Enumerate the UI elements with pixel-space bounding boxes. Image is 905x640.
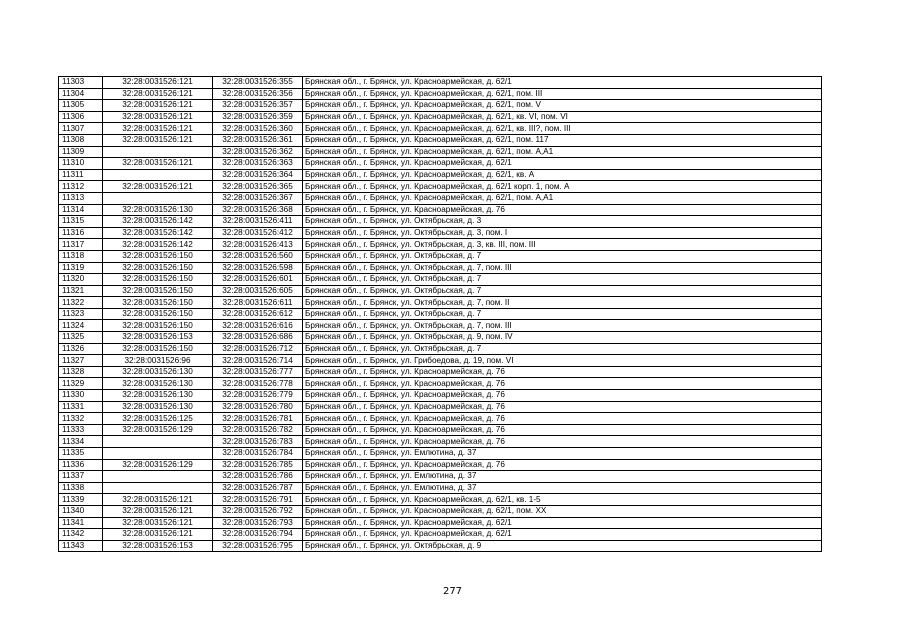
parent-cadastral-number-cell [103, 169, 213, 181]
row-number-cell: 11331 [59, 401, 103, 413]
row-number-cell: 11342 [59, 529, 103, 541]
parent-cadastral-number-cell: 32:28:0031526:130 [103, 366, 213, 378]
parent-cadastral-number-cell: 32:28:0031526:142 [103, 216, 213, 228]
row-number-cell: 11304 [59, 88, 103, 100]
table-row [59, 332, 822, 344]
row-number-cell: 11343 [59, 540, 103, 552]
cadastral-number-cell: 32:28:0031526:783 [213, 436, 303, 448]
table-row [59, 366, 822, 378]
page-number: 277 [442, 586, 463, 597]
table-row [59, 111, 822, 123]
cadastral-number-cell: 32:28:0031526:605 [213, 285, 303, 297]
address-cell: Брянская обл., г. Брянск, ул. Красноармейская, д. 62/1, пом. 117 [303, 134, 822, 146]
cadastral-number-cell: 32:28:0031526:413 [213, 239, 303, 251]
table-row [59, 134, 822, 146]
cadastral-number-cell: 32:28:0031526:792 [213, 505, 303, 517]
address-cell: Брянская обл., г. Брянск, ул. Красноармейская, д. 62/1, пом. А,А1 [303, 192, 822, 204]
table-row [59, 239, 822, 251]
row-number-cell: 11324 [59, 320, 103, 332]
row-number-cell: 11314 [59, 204, 103, 216]
address-cell: Брянская обл., г. Брянск, ул. Октябрьская, д. 9 [303, 540, 822, 552]
cadastral-number-cell: 32:28:0031526:612 [213, 308, 303, 320]
cadastral-number-cell: 32:28:0031526:359 [213, 111, 303, 123]
cadastral-number-cell: 32:28:0031526:777 [213, 366, 303, 378]
address-cell: Брянская обл., г. Брянск, ул. Красноармейская, д. 62/1 [303, 77, 822, 89]
table-row [59, 390, 822, 402]
cadastral-number-cell: 32:28:0031526:611 [213, 297, 303, 309]
row-number-cell: 11319 [59, 262, 103, 274]
parent-cadastral-number-cell: 32:28:0031526:121 [103, 529, 213, 541]
address-cell: Брянская обл., г. Брянск, ул. Октябрьская, д. 7 [303, 308, 822, 320]
address-cell: Брянская обл., г. Брянск, ул. Емлютина, д. 37 [303, 471, 822, 483]
row-number-cell: 11339 [59, 494, 103, 506]
cadastral-table [58, 76, 822, 552]
table-row [59, 100, 822, 112]
parent-cadastral-number-cell: 32:28:0031526:121 [103, 134, 213, 146]
address-cell: Брянская обл., г. Брянск, ул. Октябрьская, д. 9, пом. IV [303, 332, 822, 344]
cadastral-number-cell: 32:28:0031526:778 [213, 378, 303, 390]
row-number-cell: 11311 [59, 169, 103, 181]
parent-cadastral-number-cell: 32:28:0031526:150 [103, 285, 213, 297]
table-row [59, 297, 822, 309]
cadastral-number-cell: 32:28:0031526:786 [213, 471, 303, 483]
parent-cadastral-number-cell: 32:28:0031526:150 [103, 262, 213, 274]
parent-cadastral-number-cell: 32:28:0031526:121 [103, 517, 213, 529]
parent-cadastral-number-cell: 32:28:0031526:96 [103, 355, 213, 367]
cadastral-number-cell: 32:28:0031526:412 [213, 227, 303, 239]
row-number-cell: 11305 [59, 100, 103, 112]
parent-cadastral-number-cell: 32:28:0031526:121 [103, 158, 213, 170]
cadastral-number-cell: 32:28:0031526:780 [213, 401, 303, 413]
cadastral-number-cell: 32:28:0031526:616 [213, 320, 303, 332]
row-number-cell: 11317 [59, 239, 103, 251]
address-cell: Брянская обл., г. Брянск, ул. Красноармейская, д. 62/1, пом. V [303, 100, 822, 112]
cadastral-number-cell: 32:28:0031526:357 [213, 100, 303, 112]
row-number-cell: 11336 [59, 459, 103, 471]
row-number-cell: 11335 [59, 448, 103, 460]
cadastral-number-cell: 32:28:0031526:779 [213, 390, 303, 402]
parent-cadastral-number-cell: 32:28:0031526:129 [103, 459, 213, 471]
parent-cadastral-number-cell: 32:28:0031526:142 [103, 227, 213, 239]
row-number-cell: 11308 [59, 134, 103, 146]
table-row [59, 355, 822, 367]
row-number-cell: 11337 [59, 471, 103, 483]
address-cell: Брянская обл., г. Брянск, ул. Красноармейская, д. 76 [303, 204, 822, 216]
cadastral-number-cell: 32:28:0031526:411 [213, 216, 303, 228]
table-row [59, 320, 822, 332]
address-cell: Брянская обл., г. Брянск, ул. Октябрьская, д. 7, пом. III [303, 320, 822, 332]
address-cell: Брянская обл., г. Брянск, ул. Октябрьская, д. 7 [303, 343, 822, 355]
table-row [59, 413, 822, 425]
parent-cadastral-number-cell: 32:28:0031526:121 [103, 77, 213, 89]
parent-cadastral-number-cell: 32:28:0031526:150 [103, 343, 213, 355]
parent-cadastral-number-cell: 32:28:0031526:142 [103, 239, 213, 251]
table-row [59, 471, 822, 483]
address-cell: Брянская обл., г. Брянск, ул. Октябрьская, д. 3 [303, 216, 822, 228]
row-number-cell: 11320 [59, 274, 103, 286]
parent-cadastral-number-cell [103, 192, 213, 204]
table-row [59, 482, 822, 494]
address-cell: Брянская обл., г. Брянск, ул. Красноармейская, д. 62/1 [303, 158, 822, 170]
address-cell: Брянская обл., г. Брянск, ул. Красноармейская, д. 62/1, кв. VI, пом. VI [303, 111, 822, 123]
parent-cadastral-number-cell: 32:28:0031526:121 [103, 88, 213, 100]
cadastral-number-cell: 32:28:0031526:362 [213, 146, 303, 158]
row-number-cell: 11332 [59, 413, 103, 425]
table-row [59, 343, 822, 355]
table-row [59, 401, 822, 413]
cadastral-number-cell: 32:28:0031526:781 [213, 413, 303, 425]
address-cell: Брянская обл., г. Брянск, ул. Красноармейская, д. 62/1, пом. А,А1 [303, 146, 822, 158]
cadastral-number-cell: 32:28:0031526:368 [213, 204, 303, 216]
row-number-cell: 11328 [59, 366, 103, 378]
address-cell: Брянская обл., г. Брянск, ул. Красноармейская, д. 76 [303, 459, 822, 471]
row-number-cell: 11312 [59, 181, 103, 193]
cadastral-number-cell: 32:28:0031526:795 [213, 540, 303, 552]
table-row [59, 517, 822, 529]
table-row [59, 227, 822, 239]
address-cell: Брянская обл., г. Брянск, ул. Октябрьская, д. 7 [303, 250, 822, 262]
row-number-cell: 11310 [59, 158, 103, 170]
address-cell: Брянская обл., г. Брянск, ул. Октябрьская, д. 3, кв. III, пом. III [303, 239, 822, 251]
parent-cadastral-number-cell: 32:28:0031526:153 [103, 540, 213, 552]
cadastral-number-cell: 32:28:0031526:360 [213, 123, 303, 135]
table-row [59, 285, 822, 297]
cadastral-number-cell: 32:28:0031526:793 [213, 517, 303, 529]
row-number-cell: 11333 [59, 424, 103, 436]
cadastral-number-cell: 32:28:0031526:794 [213, 529, 303, 541]
row-number-cell: 11313 [59, 192, 103, 204]
cadastral-number-cell: 32:28:0031526:355 [213, 77, 303, 89]
address-cell: Брянская обл., г. Брянск, ул. Красноармейская, д. 62/1, пом. XX [303, 505, 822, 517]
cadastral-number-cell: 32:28:0031526:712 [213, 343, 303, 355]
parent-cadastral-number-cell: 32:28:0031526:130 [103, 378, 213, 390]
row-number-cell: 11322 [59, 297, 103, 309]
row-number-cell: 11325 [59, 332, 103, 344]
cadastral-number-cell: 32:28:0031526:714 [213, 355, 303, 367]
cadastral-number-cell: 32:28:0031526:356 [213, 88, 303, 100]
address-cell: Брянская обл., г. Брянск, ул. Грибоедова, д. 19, пом. VI [303, 355, 822, 367]
parent-cadastral-number-cell: 32:28:0031526:153 [103, 332, 213, 344]
table-row [59, 77, 822, 89]
address-cell: Брянская обл., г. Брянск, ул. Красноармейская, д. 62/1 [303, 529, 822, 541]
address-cell: Брянская обл., г. Брянск, ул. Красноармейская, д. 76 [303, 390, 822, 402]
address-cell: Брянская обл., г. Брянск, ул. Емлютина, д. 37 [303, 448, 822, 460]
address-cell: Брянская обл., г. Брянск, ул. Красноармейская, д. 76 [303, 436, 822, 448]
cadastral-number-cell: 32:28:0031526:560 [213, 250, 303, 262]
table-row [59, 216, 822, 228]
parent-cadastral-number-cell: 32:28:0031526:125 [103, 413, 213, 425]
cadastral-number-cell: 32:28:0031526:791 [213, 494, 303, 506]
cadastral-number-cell: 32:28:0031526:361 [213, 134, 303, 146]
parent-cadastral-number-cell [103, 448, 213, 460]
cadastral-number-cell: 32:28:0031526:367 [213, 192, 303, 204]
parent-cadastral-number-cell: 32:28:0031526:130 [103, 390, 213, 402]
row-number-cell: 11341 [59, 517, 103, 529]
cadastral-number-cell: 32:28:0031526:598 [213, 262, 303, 274]
address-cell: Брянская обл., г. Брянск, ул. Красноармейская, д. 62/1 [303, 517, 822, 529]
parent-cadastral-number-cell: 32:28:0031526:150 [103, 308, 213, 320]
address-cell: Брянская обл., г. Брянск, ул. Октябрьская, д. 7 [303, 285, 822, 297]
parent-cadastral-number-cell: 32:28:0031526:121 [103, 181, 213, 193]
parent-cadastral-number-cell: 32:28:0031526:129 [103, 424, 213, 436]
table-row [59, 540, 822, 552]
table-row [59, 529, 822, 541]
table-body [59, 77, 822, 552]
row-number-cell: 11306 [59, 111, 103, 123]
table-row [59, 424, 822, 436]
parent-cadastral-number-cell: 32:28:0031526:130 [103, 401, 213, 413]
row-number-cell: 11329 [59, 378, 103, 390]
parent-cadastral-number-cell: 32:28:0031526:121 [103, 100, 213, 112]
table-row [59, 308, 822, 320]
address-cell: Брянская обл., г. Брянск, ул. Емлютина, д. 37 [303, 482, 822, 494]
table-row [59, 123, 822, 135]
address-cell: Брянская обл., г. Брянск, ул. Красноармейская, д. 62/1, кв. А [303, 169, 822, 181]
row-number-cell: 11323 [59, 308, 103, 320]
row-number-cell: 11303 [59, 77, 103, 89]
cadastral-number-cell: 32:28:0031526:364 [213, 169, 303, 181]
cadastral-number-cell: 32:28:0031526:601 [213, 274, 303, 286]
parent-cadastral-number-cell: 32:28:0031526:121 [103, 111, 213, 123]
cadastral-number-cell: 32:28:0031526:784 [213, 448, 303, 460]
cadastral-number-cell: 32:28:0031526:787 [213, 482, 303, 494]
parent-cadastral-number-cell [103, 436, 213, 448]
parent-cadastral-number-cell: 32:28:0031526:150 [103, 320, 213, 332]
address-cell: Брянская обл., г. Брянск, ул. Красноармейская, д. 76 [303, 378, 822, 390]
row-number-cell: 11309 [59, 146, 103, 158]
parent-cadastral-number-cell: 32:28:0031526:121 [103, 123, 213, 135]
table-row [59, 192, 822, 204]
table-row [59, 158, 822, 170]
row-number-cell: 11321 [59, 285, 103, 297]
table-row [59, 378, 822, 390]
cadastral-number-cell: 32:28:0031526:785 [213, 459, 303, 471]
table-row [59, 204, 822, 216]
table-row [59, 146, 822, 158]
parent-cadastral-number-cell: 32:28:0031526:150 [103, 274, 213, 286]
address-cell: Брянская обл., г. Брянск, ул. Октябрьская, д. 3, пом. I [303, 227, 822, 239]
address-cell: Брянская обл., г. Брянск, ул. Красноармейская, д. 76 [303, 366, 822, 378]
table-row [59, 459, 822, 471]
row-number-cell: 11338 [59, 482, 103, 494]
address-cell: Брянская обл., г. Брянск, ул. Октябрьская, д. 7, пом. III [303, 262, 822, 274]
cadastral-number-cell: 32:28:0031526:363 [213, 158, 303, 170]
address-cell: Брянская обл., г. Брянск, ул. Октябрьская, д. 7 [303, 274, 822, 286]
address-cell: Брянская обл., г. Брянск, ул. Красноармейская, д. 76 [303, 401, 822, 413]
parent-cadastral-number-cell [103, 471, 213, 483]
parent-cadastral-number-cell: 32:28:0031526:130 [103, 204, 213, 216]
row-number-cell: 11334 [59, 436, 103, 448]
row-number-cell: 11340 [59, 505, 103, 517]
table-row [59, 505, 822, 517]
table-row [59, 88, 822, 100]
table-row [59, 494, 822, 506]
table-row [59, 448, 822, 460]
parent-cadastral-number-cell [103, 146, 213, 158]
row-number-cell: 11307 [59, 123, 103, 135]
address-cell: Брянская обл., г. Брянск, ул. Красноармейская, д. 76 [303, 424, 822, 436]
address-cell: Брянская обл., г. Брянск, ул. Красноармейская, д. 62/1, кв. 1-5 [303, 494, 822, 506]
cadastral-number-cell: 32:28:0031526:365 [213, 181, 303, 193]
parent-cadastral-number-cell: 32:28:0031526:121 [103, 505, 213, 517]
table-row [59, 250, 822, 262]
cadastral-number-cell: 32:28:0031526:686 [213, 332, 303, 344]
row-number-cell: 11316 [59, 227, 103, 239]
address-cell: Брянская обл., г. Брянск, ул. Красноармейская, д. 76 [303, 413, 822, 425]
row-number-cell: 11327 [59, 355, 103, 367]
table-row [59, 262, 822, 274]
address-cell: Брянская обл., г. Брянск, ул. Красноармейская, д. 62/1, кв. III?, пом. III [303, 123, 822, 135]
table-row [59, 274, 822, 286]
parent-cadastral-number-cell [103, 482, 213, 494]
parent-cadastral-number-cell: 32:28:0031526:121 [103, 494, 213, 506]
parent-cadastral-number-cell: 32:28:0031526:150 [103, 250, 213, 262]
row-number-cell: 11315 [59, 216, 103, 228]
table-row [59, 181, 822, 193]
table-row [59, 436, 822, 448]
row-number-cell: 11318 [59, 250, 103, 262]
row-number-cell: 11326 [59, 343, 103, 355]
cadastral-number-cell: 32:28:0031526:782 [213, 424, 303, 436]
parent-cadastral-number-cell: 32:28:0031526:150 [103, 297, 213, 309]
table-row [59, 169, 822, 181]
address-cell: Брянская обл., г. Брянск, ул. Октябрьская, д. 7, пом. II [303, 297, 822, 309]
address-cell: Брянская обл., г. Брянск, ул. Красноармейская, д. 62/1, пом. III [303, 88, 822, 100]
address-cell: Брянская обл., г. Брянск, ул. Красноармейская, д. 62/1 корп. 1, пом. А [303, 181, 822, 193]
row-number-cell: 11330 [59, 390, 103, 402]
